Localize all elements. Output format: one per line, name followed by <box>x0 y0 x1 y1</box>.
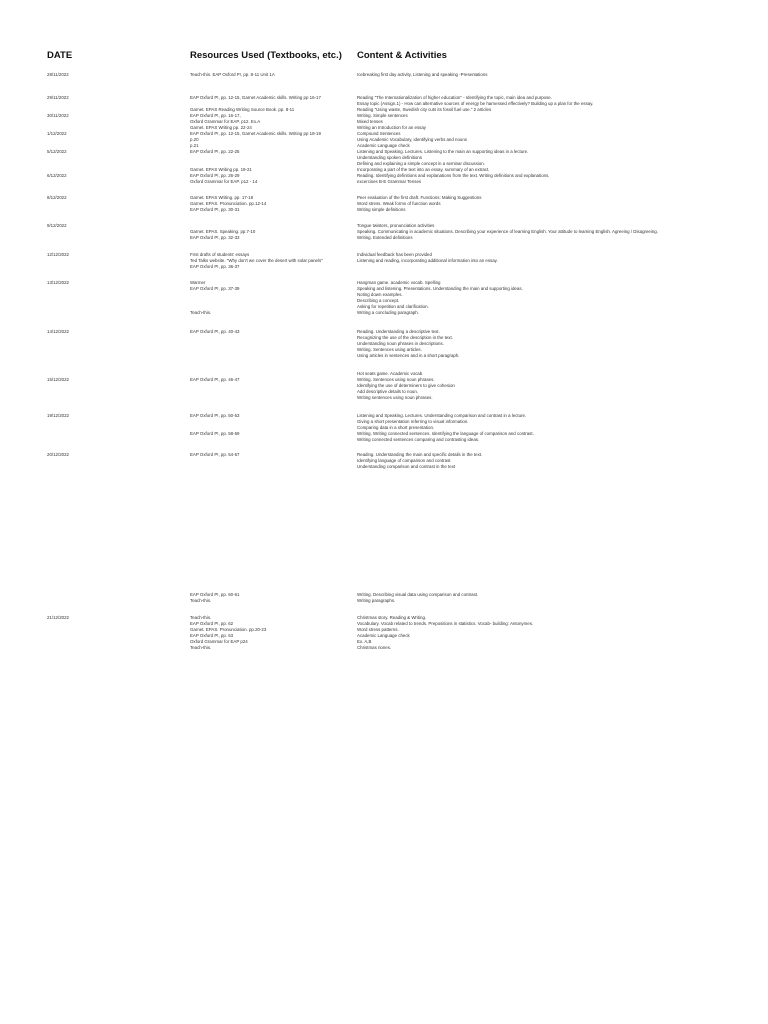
date-cell: 19/12/2022 <box>47 413 69 418</box>
content-line: Understanding noun phrases in descriptions. <box>357 341 444 346</box>
resource-line: EAP Oxford P!, pp. 60-61 <box>190 592 240 597</box>
content-line: Giving a short presentation referring to visual information. <box>357 419 469 424</box>
content-line: Describing a concept. <box>357 298 400 303</box>
resource-line: Teach-this. <box>190 310 212 315</box>
content-line: Academic Language check <box>357 143 410 148</box>
content-line: Reading "Using waste, Swedish city cuts its fossil fuel use." 2 articles <box>357 107 492 112</box>
content-line: Reading. Understanding a descriptive text. <box>357 329 440 334</box>
content-line: Tongue twisters, pronunciation activities <box>357 223 435 228</box>
content-line: Recognizing the use of the description in the text. <box>357 335 453 340</box>
date-cell: 28/11/2022 <box>47 72 69 77</box>
resource-line: EAP Oxford P!, pp. 30-31 <box>190 207 240 212</box>
content-line: Word stress. Weak forms of function words <box>357 201 441 206</box>
date-cell: 5/12/2022 <box>47 149 67 154</box>
content-line: Identifying the use of determiners to give cohesion <box>357 383 455 388</box>
resource-line: EAP Oxford P!, pp. 50-53 <box>190 413 240 418</box>
resource-line: Garnet. EPAS Writing pp. 22-24 <box>190 125 252 130</box>
resource-line: Garnet. EPAS. Pronunciation. pp.12-14 <box>190 201 267 206</box>
date-cell: 8/12/2022 <box>47 195 67 200</box>
content-line: Vocabulary. Vocab related to trends. Prepositions in statistics. Vocab- building: Antonymes. <box>357 621 534 626</box>
resource-line: Teach-this. <box>190 598 212 603</box>
content-line: excercises B-E Grammar Tenses <box>357 179 422 184</box>
resource-line: p.21 <box>190 143 199 148</box>
resource-line: EAP Oxford P!, pp. 63 <box>190 633 234 638</box>
date-cell: 20/12/2022 <box>47 452 69 457</box>
resource-line: Garnet. EPAS Reading Writing Source Book. pp. 8-11 <box>190 107 295 112</box>
content-line: Hot seats game. Academic vocab <box>357 371 423 376</box>
date-cell: 14/12/2022 <box>47 329 69 334</box>
content-line: Listening and reading, incorporating additional information into an essay. <box>357 258 498 263</box>
resource-line: EAP Oxford P!, pp. 37-39 <box>190 286 240 291</box>
content-line: Icebreaking first day activity, Listening and speaking -Presentations <box>357 72 488 77</box>
date-cell: 29/11/2022 <box>47 95 69 100</box>
content-line: Speaking. Communicating in academic situations. Describing your experience of learning English. Your attitude to learning English. Agreeing / Disagreeing. <box>357 229 658 234</box>
resource-line: EAP Oxford P!, pp. 12-15, Garnet Academic skills. Writing pp 16-17 <box>190 95 321 100</box>
content-line: Ex. A,B <box>357 639 372 644</box>
content-line: Listening and Speaking. Lectures. Listening to the main an supporting ideas in a lecture. <box>357 149 529 154</box>
content-line: Reading "The Internationalization of higher education" - Identifying the topic, main idea and purpose. <box>357 95 552 100</box>
content-line: Writing. Extended definitions <box>357 235 413 240</box>
content-line: Writing simple definitions <box>357 207 406 212</box>
resource-line: EAP Oxford P!, pp. 36-37 <box>190 264 240 269</box>
resource-line: EAP Oxford P!, pp. 12-15, Garnet Academic skills. Writing pp 18-19 <box>190 131 321 136</box>
resource-line: EAP Oxford P!, pp. 46-47 <box>190 377 240 382</box>
content-line: Writing. Describing visual data using comparison and contrast. <box>357 592 479 597</box>
content-line: Individual feedback has been provided <box>357 252 432 257</box>
content-line: Writing. Simple sentences <box>357 113 408 118</box>
resource-line: Oxford Grammar for EAP. p12. Ex.A <box>190 119 261 124</box>
resource-line: Garnet. EPAS Writing. pp. 17-18 <box>190 195 254 200</box>
header-resources: Resources Used (Textbooks, etc.) <box>190 50 342 61</box>
content-line: Asking for repetition and clarification. <box>357 304 429 309</box>
content-line: Reading. Understanding the main and specific details in the text. <box>357 452 483 457</box>
date-cell: 30/11/2022 <box>47 113 69 118</box>
header-date: DATE <box>47 50 73 61</box>
date-cell: 6/12/2022 <box>47 173 67 178</box>
content-line: Listening and Speaking. Lectures. Understanding comparison and contrast in a lecture. <box>357 413 527 418</box>
resource-line: Ted Talks website. "Why don't we cover the desert with solar panels" <box>190 258 323 263</box>
content-line: Christmas riones. <box>357 645 392 650</box>
content-line: Compound Sentences <box>357 131 401 136</box>
resource-line: EAP Oxford P!, pp. 32-33 <box>190 235 240 240</box>
content-line: Writing an Introduction for an essay <box>357 125 426 130</box>
resource-line: p.20 <box>190 137 199 142</box>
date-cell: 21/12/2022 <box>47 615 69 620</box>
resource-line: Teach-this. <box>190 645 212 650</box>
resource-line: EAP Oxford P!, pp. 62 <box>190 621 234 626</box>
content-line: Using Academic Vocabulary, identifying verbs and nouns <box>357 137 467 142</box>
content-line: Defining and explaining a simple concept in a seminar discussion. <box>357 161 485 166</box>
resource-line: Oxford Grammar for EAP. p12 - 14 <box>190 179 258 184</box>
resource-line: EAP Oxford P!, pp. 16-17, <box>190 113 241 118</box>
resource-line: Teach-this. <box>190 615 212 620</box>
content-line: Noting down examples. <box>357 292 403 297</box>
content-line: Reading. Identifying definitions and explanations from the text. Writing definitions and explanations. <box>357 173 550 178</box>
content-line: Word stress patterns. <box>357 627 399 632</box>
date-cell: 13/12/2022 <box>47 280 69 285</box>
content-line: Understanding comparison and contrast in the text <box>357 464 456 469</box>
content-line: Writing sentences using noun phrases. <box>357 395 433 400</box>
date-cell: 1/12/2022 <box>47 131 67 136</box>
header-content: Content & Activities <box>357 50 447 61</box>
resource-line: EAP Oxford P!, pp. 26-29 <box>190 173 240 178</box>
content-line: Writing paragraphs. <box>357 598 396 603</box>
resource-line: EAP Oxford P!, pp. 54-57 <box>190 452 240 457</box>
resource-line: First drafts of students' essays <box>190 252 250 257</box>
content-line: Christmas story. Reading & Writing. <box>357 615 427 620</box>
content-line: Mixed tenses <box>357 119 383 124</box>
resource-line: EAP Oxford P!, pp. 40-43 <box>190 329 240 334</box>
content-line: Hangman game. academic vocab. Spelling <box>357 280 441 285</box>
resource-line: Oxford Grammar for EAP p24 <box>190 639 248 644</box>
content-line: Understanding spoken definitions <box>357 155 422 160</box>
resource-line: Garnet. EPAS Writing pp. 19-21 <box>190 167 252 172</box>
resource-line: Garnet. EPAS. Speaking. pp.7-10 <box>190 229 256 234</box>
content-line: Peer evaluation of the first draft. Functions: Making Suggestions <box>357 195 482 200</box>
content-line: Writing connected sentences comparing and contrasting ideas. <box>357 437 480 442</box>
date-cell: 12/12/2022 <box>47 252 69 257</box>
content-line: Writing. Sentences using articles. <box>357 347 422 352</box>
content-line: Incorporating a part of the text into an essay, summary of an extract. <box>357 167 490 172</box>
resource-line: Garnet. EPAS. Pronunciation. pp.20-23 <box>190 627 267 632</box>
date-cell: 9/12/2022 <box>47 223 67 228</box>
resource-line: EAP Oxford P!, pp. 58-59 <box>190 431 240 436</box>
content-line: Add descriptive details to noun. <box>357 389 419 394</box>
resource-line: EAP Oxford P!, pp. 22-25 <box>190 149 240 154</box>
content-line: Academic Language check <box>357 633 410 638</box>
date-cell: 15/12/2022 <box>47 377 69 382</box>
resource-line: Warmer <box>190 280 206 285</box>
content-line: Essay topic (Assign.1) - How can alternative sources of energy be harnessed effectively? Building up a plan for the essay. <box>357 101 594 106</box>
content-line: Writing. Writing connected sentences. Identifying the language of comparison and contrast. <box>357 431 534 436</box>
content-line: Writing. Sentences using noun phrases. <box>357 377 435 382</box>
resource-line: Teach-this. EAP Oxford P!, pp. 8-11 Unit 1A <box>190 72 275 77</box>
content-line: Using articles in sentences and in a short paragraph. <box>357 353 460 358</box>
content-line: Identifying language of comparison and contrast <box>357 458 451 463</box>
content-line: Writing a concluding paragraph. <box>357 310 419 315</box>
content-line: Speaking and listening. Presentations. Understanding the main and supporting ideas. <box>357 286 523 291</box>
content-line: Comparing data in a short presentation. <box>357 425 435 430</box>
